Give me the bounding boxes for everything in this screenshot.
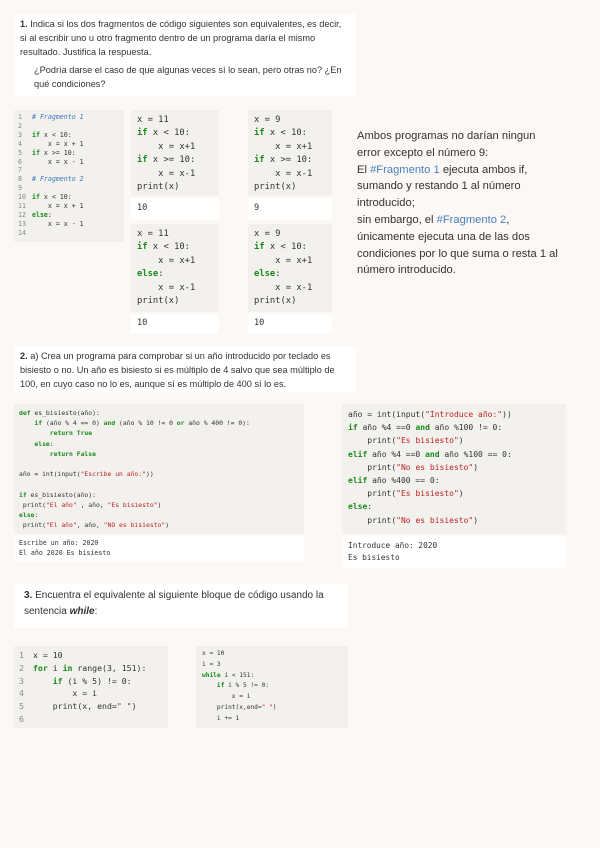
code-line: 11 x = x + 1 <box>18 202 84 211</box>
leap-year-output-left <box>14 536 304 562</box>
output-line: Introduce año: 2020 <box>348 541 438 550</box>
code-line: x = 9 <box>254 115 281 125</box>
line-number: 4 <box>18 139 22 148</box>
line-number: 8 <box>18 175 22 184</box>
line-number: 2 <box>18 121 22 130</box>
code-line: print(x) <box>137 296 180 307</box>
code-line <box>18 122 120 131</box>
code-line: 3 if (i % 5) != 0: <box>19 675 132 686</box>
output-cell-c: 10 <box>131 314 219 334</box>
line-number: 10 <box>18 193 26 202</box>
output-line: El año 2020 Es bisiesto <box>19 549 111 557</box>
code-line: x = x-1 <box>254 282 313 293</box>
line-number: 14 <box>18 228 26 237</box>
code-line: print(x) <box>254 296 297 307</box>
line-number: 13 <box>18 219 26 228</box>
code-line: x = 9 <box>254 229 281 239</box>
code-line: x = 10 <box>202 650 225 657</box>
line-number: 7 <box>18 166 22 175</box>
code-line <box>18 166 120 175</box>
code-line: print("Es bisiesto") <box>348 489 464 499</box>
code-line: else: <box>254 269 281 280</box>
question-3-box <box>14 584 348 628</box>
code-line: x = x-1 <box>137 168 196 179</box>
code-line: if x < 10: <box>254 128 307 139</box>
code-cell-a <box>131 110 219 196</box>
question-1-box <box>14 14 356 96</box>
code-line: if x >= 10: <box>137 155 196 166</box>
code-line: x = x+1 <box>137 141 196 152</box>
line-number: 6 <box>18 157 22 166</box>
code-line <box>19 713 163 726</box>
code-cell-b <box>248 110 332 196</box>
question-2-text: 2. a) Crea un programa para comprobar si un año introducido por teclado es bisiesto o no. Un año es bisiesto si es múltiplo de 4 salvo que sea múltiplo de 100, en cuyo caso no lo es, aunque sí es múltiplo de 400 sí lo es. <box>20 351 335 389</box>
code-line: 1 x = 10 <box>19 650 63 660</box>
line-number: 1 <box>18 113 22 121</box>
line-number: 1 <box>19 650 24 660</box>
line-number: 5 <box>19 701 24 712</box>
code-line: print(x) <box>137 182 180 193</box>
code-line: else: <box>34 439 54 448</box>
code-line: while i < 151: <box>202 671 255 679</box>
line-number: 2 <box>19 662 24 673</box>
leap-year-output-right <box>342 536 566 568</box>
code-line: x = 11 <box>137 115 169 125</box>
code-line: 5 print(x, end=" ") <box>19 701 137 712</box>
code-line: x = x+1 <box>137 255 196 266</box>
question-3-text: 3. Encuentra el equivalente al siguiente bloque de código usando la sentencia while: <box>24 590 324 617</box>
code-line: print(x) <box>254 182 297 193</box>
code-line: x = x+1 <box>254 141 313 152</box>
code-line: 5 if x >= 10: <box>18 148 76 157</box>
while-loop-code <box>196 646 348 728</box>
code-line <box>19 459 299 469</box>
code-line: i += 1 <box>202 714 240 722</box>
code-line: 3 if x < 10: <box>18 130 72 139</box>
code-line: año = int(input("Escribe un año:")) <box>19 470 154 479</box>
code-line: print("El año", año, "NO es bisiesto") <box>19 521 170 530</box>
code-line: if es_bisiesto(año): <box>19 490 96 499</box>
code-line <box>18 229 120 238</box>
code-cell-d <box>248 224 332 312</box>
code-line: 4 x = x + 1 <box>18 139 84 148</box>
code-line: 10 if x < 10: <box>18 193 72 202</box>
fragment-2-ref: #Fragmento 2 <box>436 213 507 226</box>
code-line: return True <box>49 429 93 438</box>
for-loop-code <box>14 646 168 728</box>
code-line: i = 3 <box>202 660 221 668</box>
output-line: Escribe un año: 2020 <box>19 539 99 547</box>
line-number: 11 <box>18 202 26 211</box>
output-line: Es bisiesto <box>348 553 400 562</box>
line-number: 3 <box>19 675 24 686</box>
code-line: print("No es bisiesto") <box>348 462 479 472</box>
code-line: 1 # Fragmento 1 <box>18 113 84 121</box>
code-line: else: <box>348 502 373 512</box>
line-number: 12 <box>18 210 26 219</box>
code-line: if i % 5 != 0: <box>216 682 270 690</box>
question-1-subtext: ¿Podría darse el caso de que algunas veces sí lo sean, pero otras no? ¿En qué condiciones? <box>34 65 342 90</box>
code-line: 12 else: <box>18 210 52 219</box>
code-line: x = i <box>202 693 251 701</box>
code-line: if x < 10: <box>137 242 190 253</box>
fragment-listing <box>14 110 124 242</box>
question-1-text: 1. Indica si los dos fragmentos de código siguientes son equivalentes, es decir, si al escribir uno u otro fragmento dentro de un programa daría el mismo resultado. Justifica la respuesta. <box>20 19 342 57</box>
code-line: print("El año" , año, "Es bisiesto") <box>19 500 162 509</box>
code-line: 8 # Fragmento 2 <box>18 175 84 184</box>
output-cell-a: 10 <box>131 198 219 220</box>
line-number: 3 <box>18 130 22 139</box>
code-line: return False <box>49 449 96 458</box>
code-line: else: <box>137 269 164 280</box>
code-line: elif año %400 == 0: <box>348 476 440 486</box>
fragment-1-ref: #Fragmento 1 <box>370 163 440 176</box>
code-line: año = int(input("Introduce año:")) <box>348 410 512 419</box>
code-line: elif año %4 ==0 and año %100 == 0: <box>348 449 512 459</box>
code-line: else: <box>19 511 39 520</box>
code-line: def es_bisiesto(año): <box>19 409 100 417</box>
code-line: 6 x = x - 1 <box>18 157 84 166</box>
code-line: if x < 10: <box>137 128 190 139</box>
question-2-box <box>14 346 356 392</box>
code-cell-c <box>131 224 219 312</box>
code-line: 2 for i in range(3, 151): <box>19 662 147 673</box>
code-line: if año %4 ==0 and año %100 != 0: <box>348 423 503 433</box>
code-line: print("No es bisiesto") <box>348 515 479 525</box>
code-line: print("Es bisiesto") <box>348 436 464 446</box>
output-cell-d: 10 <box>248 314 332 334</box>
code-line: if x >= 10: <box>254 155 313 166</box>
code-line: x = x+1 <box>254 255 313 266</box>
line-number: 6 <box>19 713 24 724</box>
code-line: x = x-1 <box>254 168 313 179</box>
code-line: 4 x = i <box>19 688 98 699</box>
line-number: 4 <box>19 688 24 699</box>
answer-text: Ambos programas no darían ningun error excepto el número 9: El #Fragmento 1 ejecuta ambos if, sumando y restando 1 al número introducido; sin embargo, el #Fragmento 2, únicamente ejecuta una de las dos condiciones por lo que suma o resta 1 al número introducido. <box>357 130 558 277</box>
code-line <box>18 184 120 193</box>
leap-year-code-left <box>14 404 304 534</box>
line-number: 5 <box>18 148 22 157</box>
code-line: print(x,end=" ") <box>202 703 277 711</box>
code-line <box>19 479 299 489</box>
code-line: x = 11 <box>137 229 169 239</box>
line-number: 9 <box>18 184 22 193</box>
output-cell-b: 9 <box>248 198 332 220</box>
code-line: if x < 10: <box>254 242 307 253</box>
code-line: if (año % 4 == 0) and (año % 10 != 0 or año % 400 != 0): <box>34 419 250 428</box>
code-line: x = x-1 <box>137 282 196 293</box>
leap-year-code-right <box>342 404 566 534</box>
code-line: 13 x = x - 1 <box>18 219 84 228</box>
